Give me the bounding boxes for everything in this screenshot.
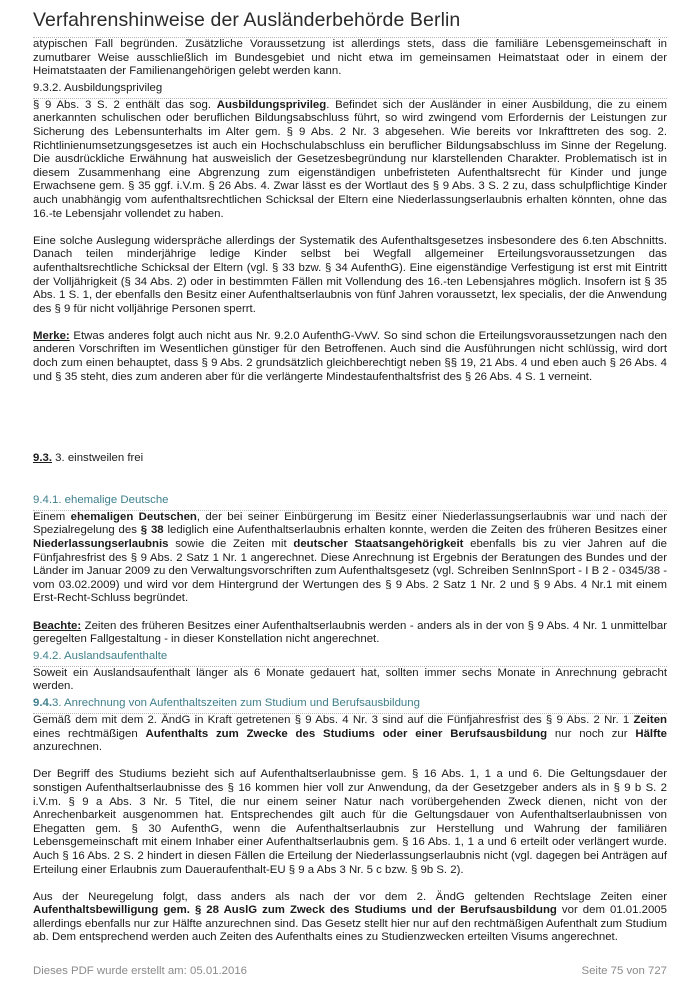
text-run: eines rechtmäßigen — [33, 727, 146, 740]
section-number: 9.4. — [33, 696, 52, 709]
document-body — [33, 38, 667, 945]
text-run: Einem — [33, 510, 71, 523]
paragraph-begriff-studium: Der Begriff des Studiums bezieht sich auf Aufenthaltserlaubnisse gem. § 16 Abs. 1, 1 a und 6. Die Geltungsdauer der sonstigen Aufenthaltserlaubnisse des § 16 kommen hier voll zur Anwendung, da der Gesetzgeber anders als in § 9 b S. 2 i.V.m. § 9 a Abs. 3 Nr. 5 Titel, die nur einem seiner Natur nach vorübergehenden Zweck dienen, nicht von der Anrechenbarkeit ausgenommen hat. Entsprechendes gilt auch für die Geltungsdauer von Aufenthaltserlaubnissen von Ehegatten gem. § 30 AufenthG, wenn die Aufenthaltserlaubnis zur Herstellung und Wahrung der familiären Lebensgemeinschaft mit einem Inhaber einer Aufenthaltserlaubnis gem. § 16 Abs. 1, 1 a und 6 erteilt oder verlängert wurde. Auch § 16 Abs. 2 S. 2 hindert in diesen Fällen die Erteilung der Niederlassungserlaubnis nicht (vgl. dagegen bei Anträgen auf Erteilung einer Erlaubnis zum Daueraufenthalt-EU § 9 a Abs 3 Nr. 5 c bzw. § 9b S. 2). — [33, 768, 667, 876]
paragraph-auslegung: Eine solche Auslegung widerspräche allerdings der Systematik des Aufenthaltsgesetzes insbesondere des 6.ten Abschnitts. Danach teilen minderjährige ledige Kinder selbst bei Wegfall allgemeiner Erteilungsvoraussetzungen das aufenthaltsrechtliche Schicksal der Eltern (vgl. § 33 bzw. § 34 AufenthG). Eine eigenständige Verfestigung ist erst mit Eintritt der Volljährigkeit (§ 34 Abs. 2) oder in bestimmten Fällen mit Vollendung des 16.-ten Lebensjahres möglich. Insofern ist § 35 Abs. 1 S. 1, der ebenfalls den Besitz einer Aufenthaltserlaubnis von fünf Jahren voraussetzt, lex specialis, der die Anwendung des § 9 für nicht volljährige Personen sperrt. — [33, 234, 667, 315]
text-run: vor dem 01.01.2005 allerdings ebenfalls nur zur Hälfte anzurechnen sind. Das Gesetz stellt hier nur auf den rechtmäßigen Aufenthalt zum Studium ab. Dem entsprechend werden auch Zeiten des Aufenthalts eines zu Studienzwecken erteilten Visums angerechnet. — [33, 904, 667, 944]
text-run: anzurechnen. — [33, 741, 103, 754]
text-run: . Befindet sich der Ausländer in einer Ausbildung, die zu einem anerkannten schulischen oder beruflichen Bildungsabschluss führt, so wird zwingend vom Erfordernis der Leistungen zur Sicherung des Lebensunterhalts im Alter gem. § 9 Abs. 2 Nr. 3 abgesehen. Wie bereits vor Inkrafttreten des sog. 2. Richtlinienumsetzungsgesetzes ist auch ein Hochschulabschluss ein beruflicher Bildungsabschluss im Sinne der Regelung. Die ausdrückliche Erwähnung hat ausweislich der Gesetzesbegründung nur klarstellenden Charakter. Problematisch ist in diesem Zusammenhang eine Abgrenzung zum eigenständigen unbefristeten Aufenthaltsrecht für Kinder und junge Erwachsene gem. § 35 ggf. i.V.m. § 26 Abs. 4. Zwar lässt es der Wortlaut des § 9 Abs. 3 S. 2 zu, dass schulpflichtige Kinder auch unabhängig vom aufenthaltsrechtlichen Schicksal der Eltern eine Niederlassungserlaubnis erhalten könnten, ohne das 16.-te Lebensjahr vollendet zu haben. — [33, 98, 668, 220]
bold-term-ausbildungsprivileg: Ausbildungsprivileg — [216, 98, 327, 111]
page-title: Verfahrenshinweise der Ausländerbehörde Berlin — [33, 9, 461, 31]
merke-label: Merke: — [33, 329, 70, 342]
section-heading-9-4-2: 9.4.2. Auslandsaufenthalte — [33, 647, 667, 667]
paragraph-auslandsaufenthalte: Soweit ein Auslandsaufenthalt länger als 6 Monate gedauert hat, sollten immer sechs Monate in Anrechnung gebracht werden. — [33, 666, 667, 693]
section-heading-9-4-3 — [33, 694, 667, 714]
bold-term: deutscher Staatsangehörigkeit — [293, 538, 464, 551]
paragraph-ehemalige-deutsche — [33, 511, 667, 606]
text-run: lediglich eine Aufenthaltserlaubnis erhalten konnte, werden die Zeiten des früheren Besitzes einer — [163, 524, 668, 537]
section-heading-9-4-1: 9.4.1. ehemalige Deutsche — [33, 491, 667, 511]
text-run: Aus der Neuregelung folgt, dass anders als nach der vor dem 2. ÄndG geltenden Rechtslage Zeiten einer — [33, 890, 667, 903]
beachte-label: Beachte: — [33, 619, 82, 632]
paragraph-neuregelung — [33, 891, 667, 945]
section-heading-text: 3. einstweilen frei — [52, 452, 144, 465]
bold-term: Hälfte — [635, 727, 668, 740]
bold-term: ehemaligen Deutschen — [70, 510, 197, 523]
paragraph-intro: atypischen Fall begründen. Zusätzliche Voraussetzung ist allerdings stets, dass die familiäre Lebensgemeinschaft in zumutbarer Weise ausschließlich im Bundesgebiet und nicht etwa im gemeinsamen Heimatstaat oder in einem der Heimatstaaten der Familienangehörigen gelebt werden kann. — [33, 38, 667, 78]
text-run: ebenfalls bis zu vier Jahren auf die Fünfjahresfrist des § 9 Abs. 2 Satz 1 Nr. 1 angerechnet. Diese Anrechnung ist Ergebnis der Beratungen des Bundes und der Länder im Januar 2009 zu den Verwaltungsvorschriften zum Aufenthaltsgesetz (vgl. Schreiben SenInnSport - I B 2 - 0345/38 - vom 03.02.2009) und wird vor dem Hintergrund der Wertungen des § 9 Abs. 2 Satz 1 Nr. 2 und § 9 Abs. 4 Nr.1 mit einem Erst-Recht-Schluss begründet. — [33, 538, 668, 605]
text-run: Gemäß dem mit dem 2. ÄndG in Kraft getretenen § 9 Abs. 4 Nr. 3 sind auf die Fünfjahresfrist des § 9 Abs. 2 Nr. 1 — [33, 713, 634, 726]
footer-created-date: Dieses PDF wurde erstellt am: 05.01.2016 — [33, 965, 247, 977]
paragraph-ausbildungsprivileg — [33, 99, 667, 221]
paragraph-anrechnung — [33, 714, 667, 755]
text-run: sowie die Zeiten mit — [168, 538, 294, 551]
bold-term: Aufenthalts zum Zwecke des Studiums oder einer Berufsausbildung — [145, 727, 548, 740]
bold-term: § 38 — [140, 524, 164, 537]
paragraph-beachte — [33, 620, 667, 647]
section-number-link: 9.3. — [33, 452, 52, 465]
section-heading-9-3-3 — [33, 452, 667, 466]
bold-term: Aufenthaltsbewilligung gem. § 28 AuslG zum Zweck des Studiums und der Berufsausbildung — [33, 904, 557, 917]
footer-page-number: Seite 75 von 727 — [581, 965, 667, 977]
bold-term: Niederlassungserlaubnis — [33, 538, 169, 551]
text-run: Zeiten des früheren Besitzes einer Aufenthaltserlaubnis werden - anders als in der von § 9 Abs. 4 Nr. 1 unmittelbar geregelten Fallgestaltung - in dieser Konstellation nicht angerechnet. — [33, 619, 667, 646]
bold-term: Zeiten — [633, 713, 667, 726]
text-run: , der bei seiner Einbürgerung im Besitz einer Niederlassungserlaubnis war und nach der Spezialregelung des — [33, 510, 667, 537]
text-run: Etwas anderes folgt auch nicht aus Nr. 9.2.0 AufenthG-VwV. So sind schon die Erteilungsvoraussetzungen nach den anderen Vorschriften im Wesentlichen günstiger für den Betroffenen. Auch sind die Ausführungen nicht schlüssig, wird dort doch zum einen behauptet, dass § 9 Abs. 2 grundsätzlich gleichberechtigt neben §§ 19, 21 Abs. 4 und eben auch § 26 Abs. 4 und § 35 steht, dies zum anderen aber für die verlängerte Mindestaufenthaltsfrist des § 26 Abs. 4 S. 1 verneint. — [33, 329, 667, 383]
section-heading-text: 3. Anrechnung von Aufenthaltszeiten zum Studium und Berufsausbildung — [52, 696, 420, 709]
section-heading-9-3-2: 9.3.2. Ausbildungsprivileg — [33, 79, 667, 99]
paragraph-merke — [33, 330, 667, 384]
text-run: nur noch zur — [547, 727, 636, 740]
text-run: § 9 Abs. 3 S. 2 enthält das sog. — [33, 98, 217, 111]
